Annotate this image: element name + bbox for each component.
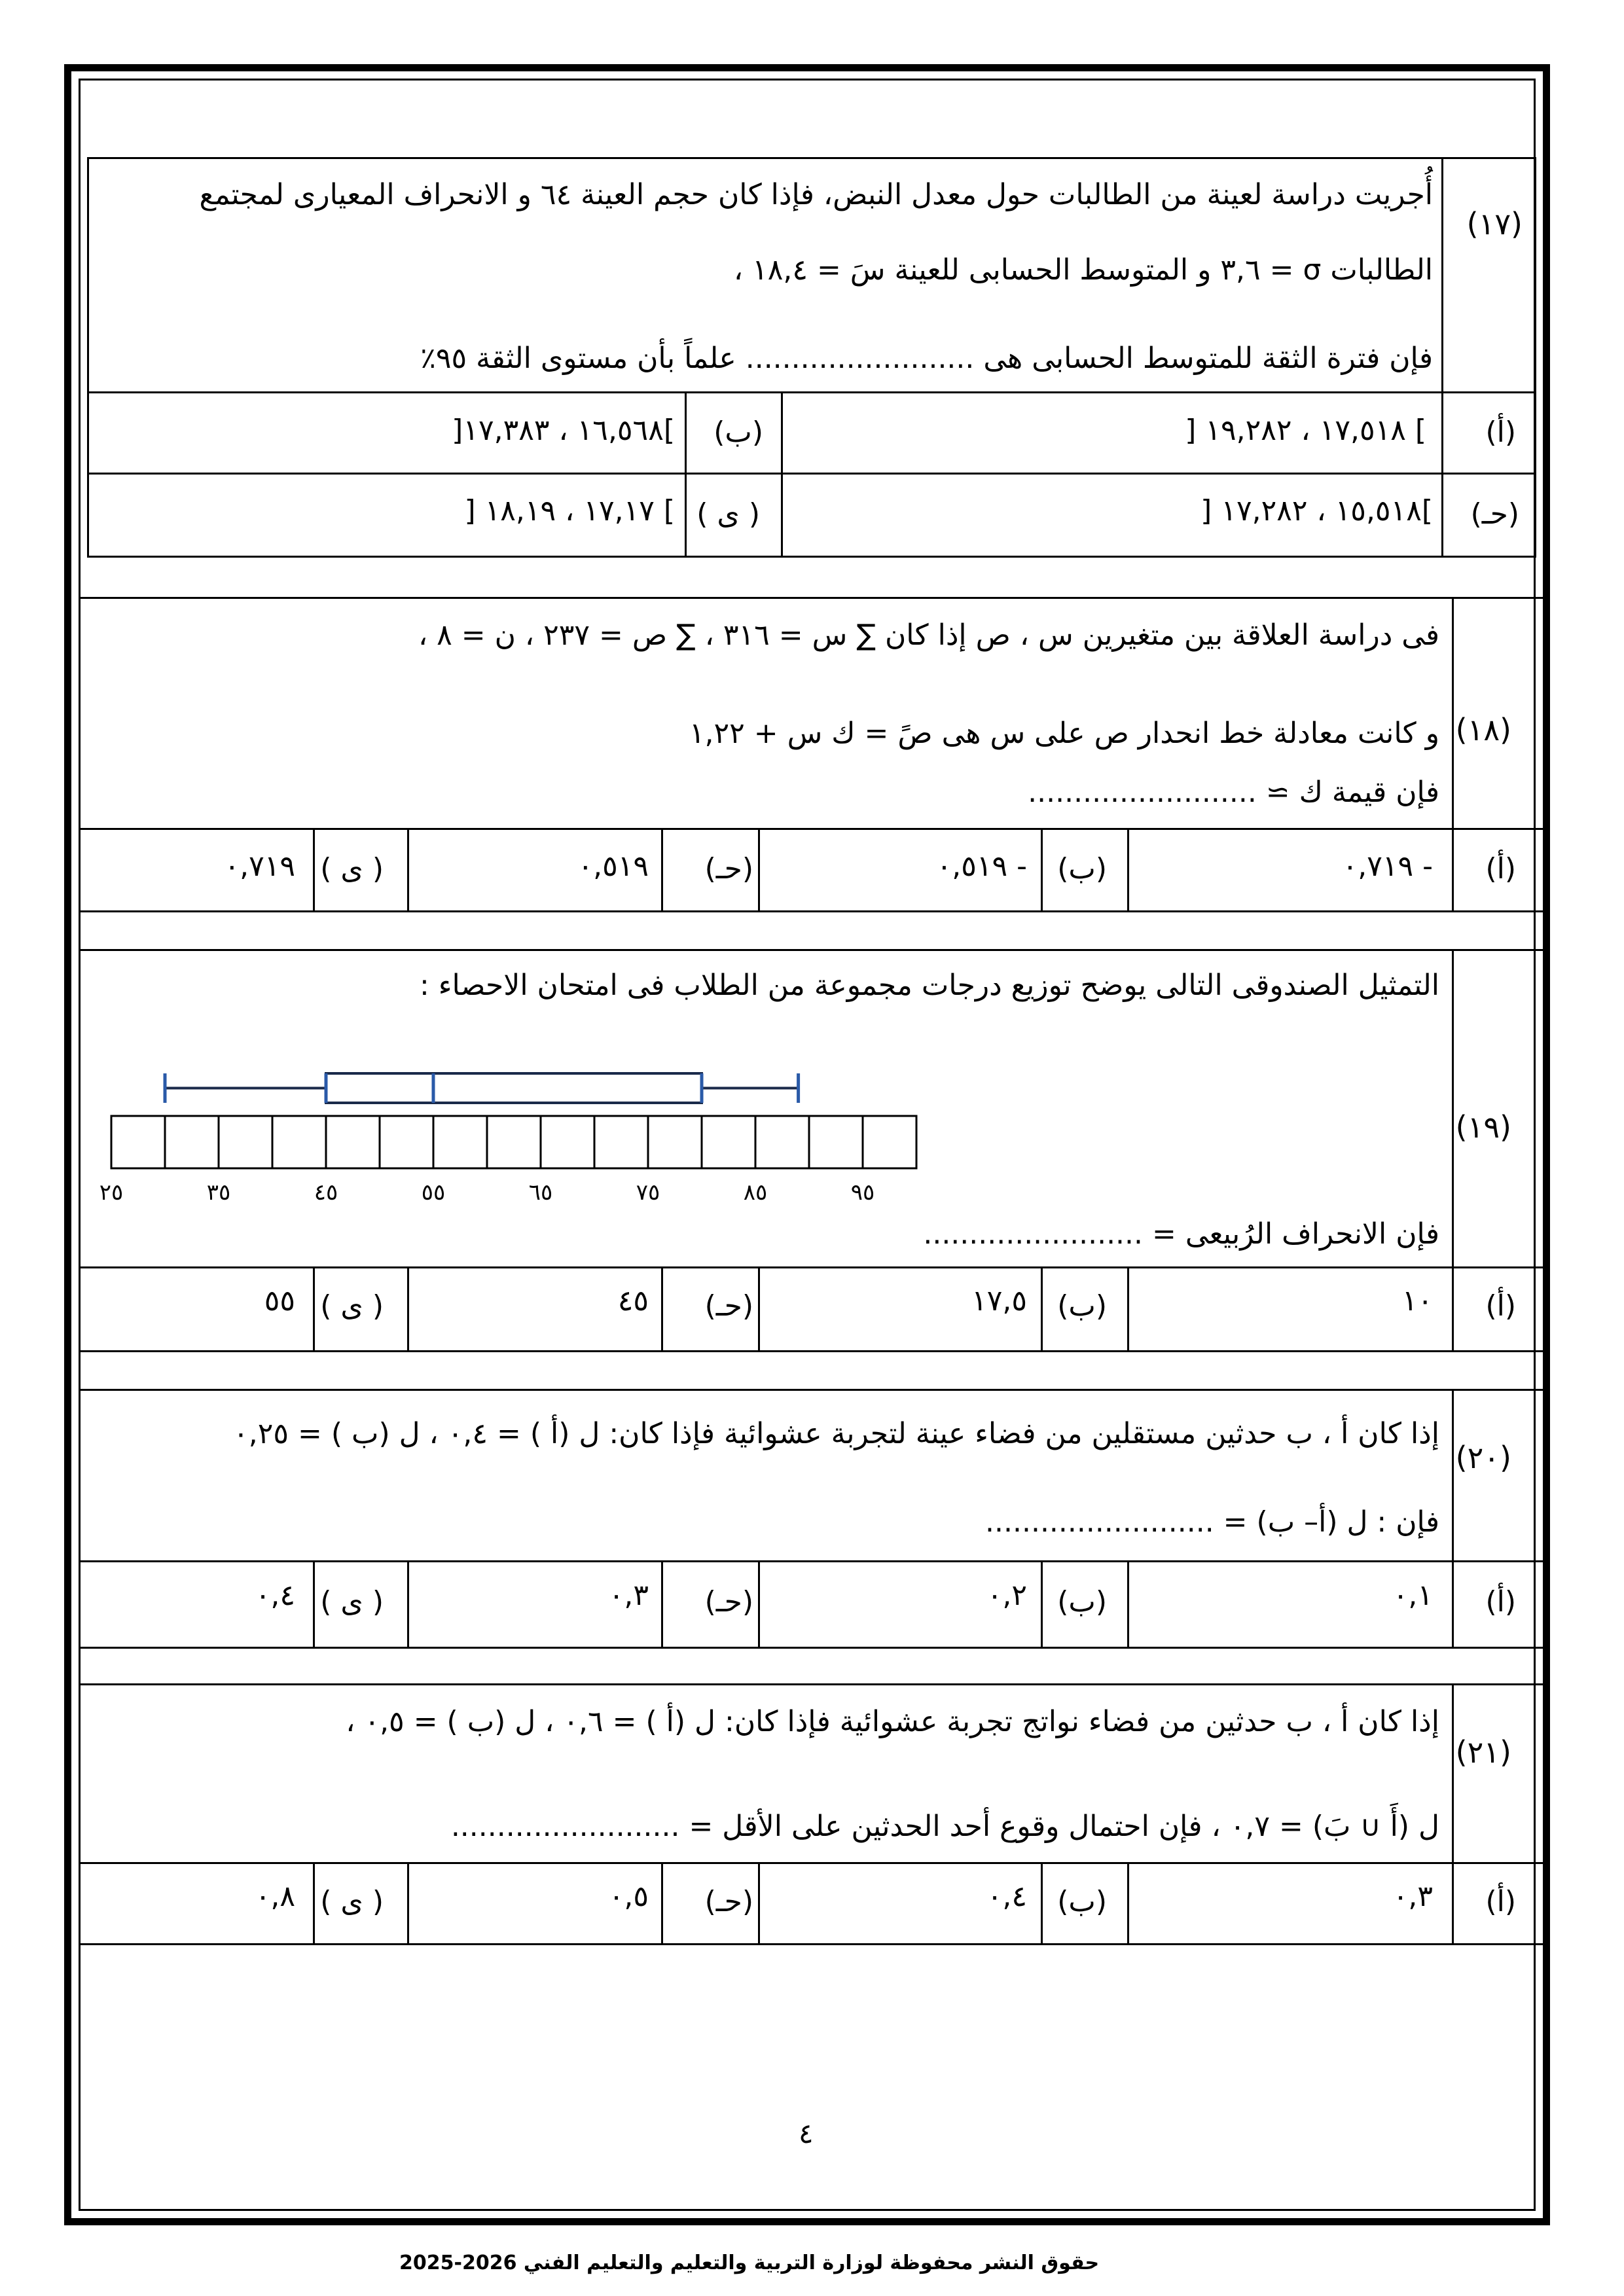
q17-number: (١٧) [1466,206,1523,242]
axis-tick-label: ٦٥ [528,1179,553,1206]
q21-option-a[interactable]: ٠,٣ [1392,1880,1433,1913]
interquartile-box [326,1073,702,1103]
q18-option-c-label[interactable]: (حـ) [704,852,753,886]
q18-number: (١٨) [1455,712,1511,747]
q21-text-line1: إذا كان أ ، ب حدثين من فضاء نواتج تجربة عشوائية فإذا كان: ل (أ ) = ٠,٦ ، ل (ب ) = ٠,٥ ، [346,1705,1439,1738]
q18-text-line1: فى دراسة العلاقة بين متغيرين س ، ص إذا كان ∑ س = ٣١٦ ، ∑ ص = ٢٣٧ ، ن = ٨ ، [418,619,1439,652]
q20-option-d[interactable]: ٠,٤ [255,1579,295,1612]
q17-option-c-label[interactable]: (حـ) [1470,497,1519,531]
q20-option-a-label[interactable]: (أ) [1485,1585,1516,1619]
q17-option-d-label[interactable]: ( ى ) [696,497,760,531]
q21-number: (٢١) [1455,1734,1511,1770]
q19-option-d[interactable]: ٥٥ [264,1284,295,1318]
page-number: ٤ [799,2117,814,2149]
q20-option-b[interactable]: ٠,٢ [986,1579,1027,1612]
q19-option-a[interactable]: ١٠ [1401,1284,1433,1318]
q19-option-a-label[interactable]: (أ) [1485,1289,1516,1323]
q19-option-d-label[interactable]: ( ى ) [320,1289,384,1323]
axis-tick-label: ٧٥ [636,1179,660,1206]
q17-option-b[interactable]: ]١٦,٥٦٨ ، ١٧,٣٨٣[ [452,414,675,447]
axis-grid-strip [111,1116,916,1168]
q18-option-d[interactable]: ٠,٧١٩ [224,850,295,883]
q17-text-line3: فإن فترة الثقة للمتوسط الحسابى هى ......................... علماً بأن مستوى الثقة ٩٥٪ [420,342,1433,375]
q18-option-a[interactable]: - ٠,٧١٩ [1342,850,1433,883]
axis-tick-label: ٩٥ [850,1179,875,1206]
q17-option-b-label[interactable]: (ب) [713,416,763,449]
q17-option-c[interactable]: ]١٥,٥١٨ ، ١٧,٢٨٢ [ [1200,494,1433,528]
box-plot-figure [98,1060,936,1211]
q17-text-line2: الطالبات σ = ٣,٦ و المتوسط الحسابى للعينة سَ = ١٨,٤ ، [733,253,1433,287]
q19-option-b-label[interactable]: (ب) [1057,1289,1107,1323]
q20-number: (٢٠) [1455,1440,1511,1475]
q17-option-a-label[interactable]: (أ) [1485,416,1516,449]
axis-tick-label: ٨٥ [743,1179,768,1206]
q19-option-c-label[interactable]: (حـ) [704,1289,753,1323]
q21-option-b[interactable]: ٠,٤ [986,1880,1027,1913]
q17-option-a[interactable]: ] ١٧,٥١٨ ، ١٩,٢٨٢ [ [1185,414,1426,447]
q21-option-d-label[interactable]: ( ى ) [320,1885,384,1918]
q20-option-c[interactable]: ٠,٣ [608,1579,649,1612]
q19-text-line1: التمثيل الصندوقى التالى يوضح توزيع درجات مجموعة من الطلاب فى امتحان الاحصاء : [419,969,1439,1002]
q20-option-a[interactable]: ٠,١ [1392,1579,1433,1612]
copyright-footer: حقوق النشر محفوظة لوزارة التربية والتعليم والتعليم الفني 2026-2025 [399,2251,1100,2274]
q18-text-line2: و كانت معادلة خط انحدار ص على س هى صً = ك س + ١,٢٢ [689,717,1439,750]
q17-text-line1: أُجريت دراسة لعينة من الطالبات حول معدل النبض، فإذا كان حجم العينة ٦٤ و الانحراف المعيارى لمجتمع [199,178,1433,211]
axis-tick-label: ٣٥ [206,1179,231,1206]
q20-option-d-label[interactable]: ( ى ) [320,1585,384,1619]
axis-tick-label: ٢٥ [99,1179,124,1206]
q20-option-b-label[interactable]: (ب) [1057,1585,1107,1619]
q18-option-b[interactable]: - ٠,٥١٩ [936,850,1027,883]
q20-option-c-label[interactable]: (حـ) [704,1585,753,1619]
q21-option-b-label[interactable]: (ب) [1057,1885,1107,1918]
q20-text-line2: فإن : ل (أ– ب) = ......................... [985,1505,1439,1539]
q19-option-b[interactable]: ١٧,٥ [971,1284,1027,1318]
q21-option-c[interactable]: ٠,٥ [608,1880,649,1913]
q20-text-line1: إذا كان أ ، ب حدثين مستقلين من فضاء عينة لتجربة عشوائية فإذا كان: ل (أ ) = ٠,٤ ، ل (ب ) = ٠,٢٥ [233,1417,1439,1450]
q19-option-c[interactable]: ٤٥ [617,1284,649,1318]
q19-text-line3: فإن الانحراف الرُبيعى = ........................ [923,1217,1439,1251]
q18-option-d-label[interactable]: ( ى ) [320,852,384,886]
q21-option-a-label[interactable]: (أ) [1485,1885,1516,1918]
q18-option-a-label[interactable]: (أ) [1485,852,1516,886]
q21-option-d[interactable]: ٠,٨ [255,1880,295,1913]
q18-text-line3: فإن قيمة ك ≃ ......................... [1028,776,1439,809]
axis-tick-label: ٥٥ [421,1179,446,1206]
q18-option-b-label[interactable]: (ب) [1057,852,1107,886]
q17-option-d[interactable]: ] ١٧,١٧ ، ١٨,١٩ [ [464,494,675,528]
q21-option-c-label[interactable]: (حـ) [704,1885,753,1918]
q21-text-line2: ل (أَ ∪ بَ) = ٠,٧ ، فإن احتمال وقوع أحد الحدثين على الأقل = ......................... [450,1810,1439,1843]
q18-option-c[interactable]: ٠,٥١٩ [577,850,649,883]
q19-number: (١٩) [1455,1109,1511,1145]
axis-tick-label: ٤٥ [314,1179,338,1206]
